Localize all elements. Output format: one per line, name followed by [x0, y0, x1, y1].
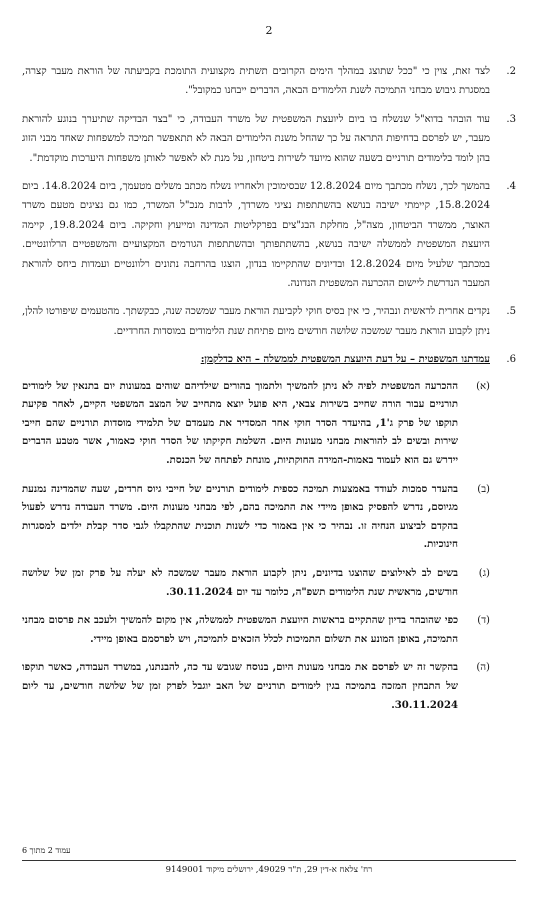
- subitem-label: (ה): [476, 662, 490, 674]
- subitem-text: בשים לב לאילוצים שהוצגו בדיונים, ניתן לקבוע הוראת מעבר שמשכה לא יעלה על פרק זמן של שלושה חודשים, מראשית שנת הלימודים תשפ"ה, כלומר עד יום 30.11.2024.: [22, 568, 458, 598]
- subitem-c: [22, 565, 516, 602]
- paragraph-text: עוד הובהר בדוא"ל שנשלח בו ביום ליועצת המשפטית של משרד העבודה, כי "בצד הבדיקה שתיערך בנוגע להוראת מעבר, יש לפרסם בדחיפות התראה על כך שהחל משנת הלימודים הבאה לא תתאפשר תמיכה למשפחות שאחד מבני הזוג בהן לומד בלימודים תורניים בשעה שהוא מיועד לשירות ביטחון, על מנת לא לאפשר לאותן משפחות היערכות מוקדמת".: [22, 113, 490, 164]
- paragraph-3: [22, 110, 516, 168]
- subitem-label: (ב): [477, 483, 490, 495]
- subitem-b: [22, 481, 516, 555]
- paragraph-number: 6.: [506, 354, 516, 366]
- page-count: עמוד 2 מתוך 6: [22, 846, 71, 855]
- footer-address: רח' צלאח א-דין 29, ת"ד 49029, ירושלים מיקוד 9149001: [165, 865, 373, 875]
- page-number: 2: [265, 24, 273, 37]
- paragraph-text: בהמשך לכך, נשלח מכתבך מיום 12.8.2024 שבסימוכין ולאחריו נשלח מכתב משלים מטעמך, ביום 14.8.2024. ביום 15.8.2024, קיימתי ישיבה בנושא בהשתתפות נציגי משרדך, לרבות מנכ"ל המשרד, כמו גם נציגים מטעם משרד האוצר, ממשרד הביטחון, מצה"ל, מחלקת הבג"צים בפרקליטות המדינה ומייעוץ וחקיקה. ביום 19.8.2024, קיימה היועצת המשפטית לממשלה ישיבה בנושא, בהשתתפותך ובהשתתפות הגורמים המקצועיים והמשפטיים הרלוונטיים. במכתבך שלעיל מיום 12.8.2024 ובדיונים שהתקיימו בנדון, הוצגו בהרחבה נתונים רלוונטיים ועמדות ביחס להוראת המעבר הנדרשת ליישום ההכרעה המשפטית הנדונה.: [22, 181, 490, 290]
- paragraph-number: 2.: [506, 66, 516, 77]
- subitem-d: [22, 612, 516, 649]
- paragraph-6-heading: [22, 350, 516, 369]
- subitem-a: [22, 378, 516, 471]
- subitem-text: בהעדר סמכות לעודד באמצעות תמיכה כספית לימודים תורניים של חייבי גיוס חרדים, שעה שהמדינה נמנעת מגיוסם, נדרש להפסיק באופן מיידי את התמיכה בהם, לפי מבחני מעונות היום. משרד העבודה נדרש לפעול בהקדם לביצוע הנחיה זו. נבהיר כי אין באמור כדי לשנות תוכנית שהתקבלו לגבי סדר קבלת ילדים למסגרות חינוכיות.: [22, 483, 458, 551]
- paragraph-number: 5.: [506, 306, 516, 318]
- subitem-text: ההכרעה המשפטית לפיה לא ניתן להמשיך ולתמוך בהורים שילדיהם שוהים במעונות יום בתנאין של לימודים תורניים עבור הורה שחייב בשירות צבאי, היא פועל יוצא מתחייב של המצב המשפטי הקיים, לאחר פקיעת תוקפו של פרק ג'1, בהיעדר הסדר חוקי אחר המסדיר את מעמדם של תלמידי מוסדות תורניים שהם חייבי שירות ובשים לב להוראות מבחני מעונות היום. השלמת חקיקתו של הסדר חוקי כאמור, אשר מטבע הדברים יידרש גם הוא לעמוד באמות-המידה החוקתיות, מונחת לפתחה של הכנסת.: [22, 380, 458, 467]
- paragraph-number: 4.: [506, 181, 516, 193]
- paragraph-4: [22, 177, 516, 293]
- paragraph-2: [22, 62, 516, 101]
- section-heading: עמדתנו המשפטית – על דעת היועצת המשפטית לממשלה – היא כדלקמן:: [200, 354, 490, 366]
- paragraph-text: לצד זאת, צוין כי "ככל שתוצג במהלך הימים הקרובים תשתית מקצועית התומכת בקביעתה של הוראת מעבר קצרה, במסגרת גיבוש מבחני התמיכה לשנת הלימודים הבאה, הדברים ייבחנו כמקובל".: [22, 66, 490, 97]
- subitem-text: כפי שהובהר בדיון שהתקיים בראשות היועצת המשפטית לממשלה, אין מקום להמשיך ולעכב את פרסום מבחני התמיכה, באופן המונע את תשלום התמיכות לכלל הזכאים לתמיכה, ויש לפרסמם באופן מיידי.: [22, 615, 458, 645]
- paragraph-5: [22, 302, 516, 341]
- paragraph-text: נקדים אחרית לראשית ונבהיר, כי אין בסיס חוקי לקביעת הוראת מעבר שמשכה שנה, כבקשתך. מהטעמים שיפורטו להלן, ניתן לקבוע הוראת מעבר שמשכה שלושה חודשים מיום פתיחת שנת הלימודים במוסדות החרדיים.: [22, 306, 490, 337]
- document-body: [22, 62, 516, 725]
- footer-divider: [22, 860, 516, 861]
- subitem-label: (א): [476, 380, 490, 392]
- subitem-text: בהקשר זה יש לפרסם את מבחני מעונות היום, בנוסח שגובש עד כה, להבנתנו, במשרד העבודה, כאשר תוקפו של התבחין המזכה בתמיכה בגין לימודים תורניים של האב יוגבל לפרק זמן של שלושה חודשים, עד ליום 30.11.2024.: [22, 662, 458, 711]
- subitem-label: (ג): [478, 568, 490, 580]
- subitem-label: (ד): [477, 615, 490, 627]
- paragraph-number: 3.: [506, 113, 516, 125]
- subitem-e: [22, 659, 516, 715]
